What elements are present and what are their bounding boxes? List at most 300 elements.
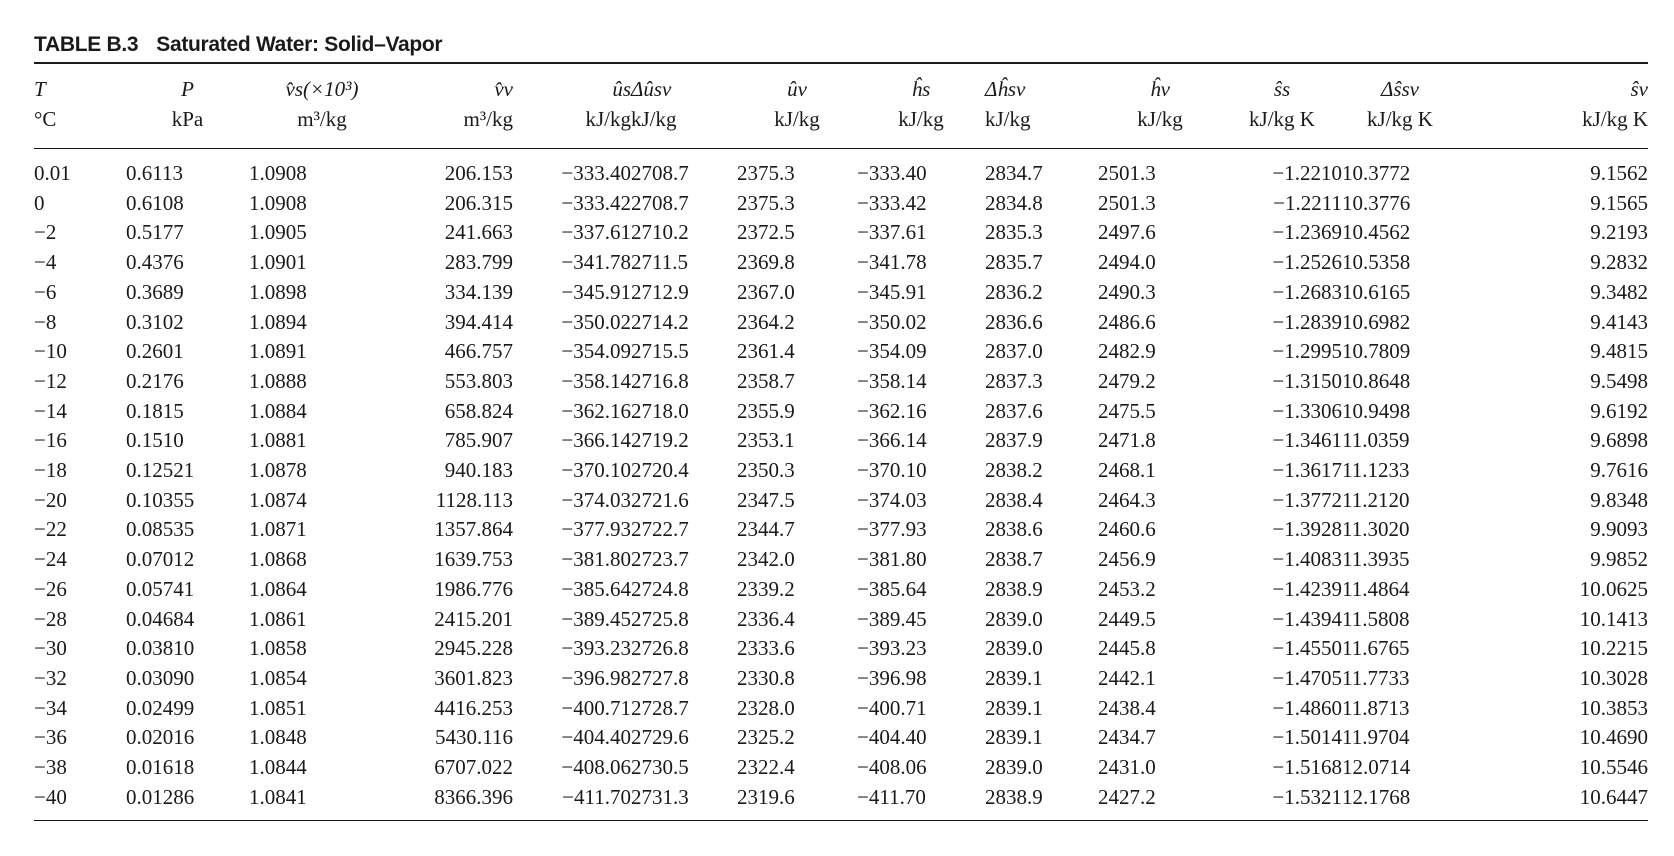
column-header [126,64,249,148]
table-cell: −1.5168 [1272,755,1342,780]
table-cell: 0.3689 [126,279,184,304]
table-cell: −337.61 [561,220,631,245]
column-unit: kJ/kg K [1582,107,1648,131]
table-cell: 10.0625 [1579,576,1648,601]
table-cell: −337.61 [857,220,927,245]
table-cell: 394.414 [444,309,513,334]
table-cell: 10.3776 [1342,190,1411,215]
table-cell: 2361.4 [737,339,795,364]
table-cell: 2716.8 [631,368,689,393]
table-cell: 9.9093 [1590,517,1648,542]
table-cell: −22 [34,517,67,542]
table-cell: 2344.7 [737,517,795,542]
table-cell: 12.0714 [1342,755,1411,780]
table-cell: 6707.022 [434,755,513,780]
table-cell: 2834.8 [985,190,1043,215]
table-cell: −14 [34,398,67,423]
table-cell: 10.1413 [1579,606,1648,631]
column-unit: kJ/kg [1137,107,1183,131]
table-cell: 11.4864 [1342,576,1410,601]
table-cell: −2 [34,220,57,245]
table-cell: 9.2832 [1590,250,1648,275]
table-cell: 1.0881 [249,428,307,453]
table-cell: 2837.3 [985,368,1043,393]
table-cell: 1.0894 [249,309,307,334]
table-title: Saturated Water: Solid–Vapor [156,33,443,56]
table-row [34,337,1648,367]
table-row [34,308,1648,338]
table-cell: 2322.4 [737,755,795,780]
table-cell: 1.0841 [249,784,307,809]
table-cell: 2835.7 [985,250,1043,275]
table-cell: 334.139 [444,279,513,304]
column-symbol: Δĥsv [985,77,1026,101]
table-cell: −358.14 [561,368,631,393]
table-cell: 2724.8 [631,576,689,601]
table-cell: 2838.7 [985,547,1043,572]
table-cell: −370.10 [857,458,927,483]
table-cell: −354.09 [561,339,631,364]
table-cell: 2708.7 [631,190,689,215]
table-cell: 8366.396 [434,784,513,809]
table-cell: −362.16 [561,398,631,423]
table-cell: −385.64 [857,576,927,601]
table-cell: 11.7733 [1342,665,1410,690]
table-cell: 1.0908 [249,190,307,215]
table-cell: 2838.9 [985,784,1043,809]
column-symbol: v̂s(×10³) [285,77,359,101]
table-cell: −1.3150 [1272,368,1342,393]
table-cell: 2471.8 [1098,428,1156,453]
table-cell: −400.71 [561,695,631,720]
table-cell: 2718.0 [631,398,689,423]
table-cell: −370.10 [561,458,631,483]
table-cell: 9.8348 [1590,487,1648,512]
table-cell: 2364.2 [737,309,795,334]
table-cell: −1.2210 [1272,161,1342,185]
table-cell: 10.4562 [1342,220,1411,245]
table-row [34,783,1648,813]
table-label: TABLE B.3 [34,33,139,56]
table-cell: −393.23 [561,636,631,661]
table-cell: 1.0868 [249,547,307,572]
table-cell: 0.03090 [126,665,195,690]
table-cell: 2494.0 [1098,250,1156,275]
table-cell: 2722.7 [631,517,689,542]
table-cell: −1.3617 [1272,458,1342,483]
table-cell: 4416.253 [434,695,513,720]
table-cell: 2837.0 [985,339,1043,364]
table-cell: 785.907 [444,428,513,453]
table-cell: 10.9498 [1342,398,1411,423]
table-cell: 2445.8 [1098,636,1156,661]
table-cell: 1.0901 [249,250,307,275]
table-row [34,605,1648,635]
table-cell: −1.5321 [1272,784,1342,809]
table-cell: −350.02 [857,309,927,334]
table-row [34,515,1648,545]
table-cell: 2721.6 [631,487,689,512]
table-cell: −1.3772 [1272,487,1342,512]
table-cell: 0.05741 [126,576,195,601]
table-cell: 2434.7 [1098,725,1156,750]
table-cell: 2342.0 [737,547,795,572]
table-cell: 0.1510 [126,428,184,453]
table-cell: −10 [34,339,67,364]
table-row [34,189,1648,219]
table-cell: −411.70 [857,784,926,809]
table-cell: −354.09 [857,339,927,364]
table-cell: −8 [34,309,57,334]
table-cell: 1.0874 [249,487,307,512]
table-cell: 2838.2 [985,458,1043,483]
table-cell: 553.803 [444,368,513,393]
column-header [513,64,631,148]
column-unit: m³/kg [463,107,513,131]
table-cell: −38 [34,755,67,780]
column-header [985,64,1098,148]
bottom-rule [34,820,1648,821]
table-cell: 1.0848 [249,725,307,750]
table-page [34,30,1648,821]
table-cell: −411.70 [562,784,631,809]
table-cell: 0.03810 [126,636,195,661]
column-unit: kJ/kg [985,107,1031,131]
table-cell: 2839.1 [985,725,1043,750]
table-cell: −1.3461 [1272,428,1342,453]
column-header [631,64,737,148]
table-cell: 2350.3 [737,458,795,483]
table-cell: 2838.9 [985,576,1043,601]
table-cell: −28 [34,606,67,631]
table-cell: 1.0908 [249,161,307,185]
table-cell: −1.4705 [1272,665,1342,690]
table-cell: 2347.5 [737,487,795,512]
table-cell: −366.14 [857,428,927,453]
table-cell: 2727.8 [631,665,689,690]
table-cell: −1.4394 [1272,606,1342,631]
table-cell: −404.40 [561,725,631,750]
table-cell: 0.1815 [126,398,184,423]
table-cell: 0.01286 [126,784,195,809]
column-symbol: ŝv [1630,77,1648,101]
column-header [34,64,126,148]
table-cell: −345.91 [857,279,927,304]
table-cell: 2339.2 [737,576,795,601]
table-cell: 11.2120 [1342,487,1410,512]
table-cell: 2372.5 [737,220,795,245]
table-body [34,149,1648,812]
table-cell: −24 [34,547,67,572]
table-cell: 2353.1 [737,428,795,453]
table-cell: 2839.1 [985,665,1043,690]
table-cell: 241.663 [444,220,513,245]
table-cell: 9.3482 [1590,279,1648,304]
table-cell: 2835.3 [985,220,1043,245]
table-cell: −1.4860 [1272,695,1342,720]
table-cell: 2358.7 [737,368,795,393]
table-cell: 940.183 [444,458,513,483]
table-cell: −1.4239 [1272,576,1342,601]
table-cell: 9.6192 [1590,398,1648,423]
table-cell: −18 [34,458,67,483]
table-cell: 1357.864 [434,517,513,542]
table-cell: −366.14 [561,428,631,453]
table-row [34,664,1648,694]
table-row [34,634,1648,664]
table-cell: 658.824 [444,398,513,423]
table-cell: −381.80 [857,547,927,572]
table-caption [34,30,1648,60]
table-row [34,367,1648,397]
table-cell: 0.02016 [126,725,195,750]
table-row [34,723,1648,753]
table-cell: −1.2839 [1272,309,1342,334]
column-unit: kJ/kg K [1367,107,1433,131]
table-cell: 2712.9 [631,279,689,304]
column-header [1342,64,1458,148]
table-cell: 0.6108 [126,190,184,215]
column-symbol: v̂v [494,77,513,101]
table-cell: 11.5808 [1342,606,1410,631]
table-cell: −26 [34,576,67,601]
column-unit: kJ/kg [774,107,820,131]
table-cell: 2501.3 [1098,161,1156,185]
table-cell: 11.8713 [1342,695,1410,720]
table-cell: −350.02 [561,309,631,334]
table-cell: 2482.9 [1098,339,1156,364]
table-cell: 1.0884 [249,398,307,423]
table-cell: −1.2211 [1273,190,1342,215]
table-cell: −1.4550 [1272,636,1342,661]
table-cell: 2453.2 [1098,576,1156,601]
table-cell: 2336.4 [737,606,795,631]
table-cell: 2838.4 [985,487,1043,512]
table-cell: 9.5498 [1590,368,1648,393]
table-cell: 1.0851 [249,695,307,720]
table-cell: −40 [34,784,67,809]
table-cell: 1.0844 [249,755,307,780]
column-unit: kJ/kg K [1249,107,1315,131]
table-cell: −30 [34,636,67,661]
table-cell: 11.3020 [1342,517,1410,542]
table-cell: 10.3853 [1579,695,1648,720]
table-cell: 1.0891 [249,339,307,364]
column-symbol: Δûsv [631,77,672,101]
table-cell: 0.07012 [126,547,195,572]
table-cell: 9.9852 [1590,547,1648,572]
column-unit: kJ/kg [585,107,631,131]
table-cell: 11.9704 [1342,725,1410,750]
table-row [34,545,1648,575]
table-cell: −1.2526 [1272,250,1342,275]
table-row [34,149,1648,189]
table-cell: 2719.2 [631,428,689,453]
table-cell: −374.03 [857,487,927,512]
table-cell: 10.5358 [1342,250,1411,275]
table-cell: 1.0864 [249,576,307,601]
table-cell: −34 [34,695,67,720]
table-cell: −1.3928 [1272,517,1342,542]
table-cell: 11.6765 [1342,636,1410,661]
table-cell: 10.3028 [1579,665,1648,690]
table-cell: 206.153 [444,161,513,185]
table-cell: 0 [34,190,45,215]
table-cell: 2837.6 [985,398,1043,423]
column-symbol: Δŝsv [1381,77,1419,101]
table-cell: 2497.6 [1098,220,1156,245]
table-cell: −1.4083 [1272,547,1342,572]
table-cell: 0.2601 [126,339,184,364]
table-cell: 0.6113 [126,161,183,185]
table-cell: 1.0861 [249,606,307,631]
table-cell: −358.14 [857,368,927,393]
table-cell: 9.7616 [1590,458,1648,483]
table-cell: 2427.2 [1098,784,1156,809]
column-header [737,64,857,148]
table-cell: 9.1565 [1590,190,1648,215]
table-cell: 10.6447 [1579,784,1648,809]
table-cell: −408.06 [857,755,927,780]
table-cell: −1.2683 [1272,279,1342,304]
table-cell: 2319.6 [737,784,795,809]
table-cell: −389.45 [857,606,927,631]
table-cell: 2475.5 [1098,398,1156,423]
table-cell: −333.42 [561,190,631,215]
table-cell: 2839.0 [985,636,1043,661]
table-cell: −36 [34,725,67,750]
table-cell: 0.5177 [126,220,184,245]
table-cell: −404.40 [857,725,927,750]
table-cell: 9.1562 [1590,161,1648,185]
table-cell: 2460.6 [1098,517,1156,542]
table-cell: 2369.8 [737,250,795,275]
column-header [1458,64,1648,148]
table-cell: 2836.6 [985,309,1043,334]
table-cell: 9.4815 [1590,339,1648,364]
table-cell: 2725.8 [631,606,689,631]
table-cell: −12 [34,368,67,393]
table-cell: 2726.8 [631,636,689,661]
table-cell: 10.3772 [1342,161,1411,185]
table-cell: 2330.8 [737,665,795,690]
table-cell: 2837.9 [985,428,1043,453]
table-row [34,456,1648,486]
table-cell: 3601.823 [434,665,513,690]
table-cell: 1.0905 [249,220,307,245]
column-header [249,64,395,148]
table-cell: 2720.4 [631,458,689,483]
table-cell: 2325.2 [737,725,795,750]
column-symbol: ĥs [911,77,931,101]
table-cell: 2838.6 [985,517,1043,542]
table-cell: 2730.5 [631,755,689,780]
table-cell: 1.0858 [249,636,307,661]
table-cell: 2723.7 [631,547,689,572]
table-cell: 9.4143 [1590,309,1648,334]
table-row [34,486,1648,516]
table-cell: 0.01618 [126,755,195,780]
column-header [1098,64,1222,148]
table-cell: 1.0898 [249,279,307,304]
table-cell: 2415.201 [434,606,513,631]
table-cell: −377.93 [857,517,927,542]
table-cell: −1.2995 [1272,339,1342,364]
table-cell: 1639.753 [434,547,513,572]
column-header [1222,64,1342,148]
table-row [34,397,1648,427]
table-cell: 2501.3 [1098,190,1156,215]
table-cell: 2731.3 [631,784,689,809]
table-cell: 10.8648 [1342,368,1411,393]
table-cell: 2490.3 [1098,279,1156,304]
table-cell: −381.80 [561,547,631,572]
column-unit: m³/kg [297,107,347,131]
table-cell: 2834.7 [985,161,1043,185]
table-cell: 0.01 [34,161,71,185]
column-symbol: ŝs [1273,77,1291,101]
table-cell: 10.6982 [1342,309,1411,334]
table-cell: 206.315 [444,190,513,215]
table-cell: −333.42 [857,190,927,215]
table-cell: 2715.5 [631,339,689,364]
table-cell: 10.6165 [1342,279,1411,304]
table-row [34,248,1648,278]
table-cell: 2714.2 [631,309,689,334]
table-cell: 1.0888 [249,368,307,393]
table-cell: −408.06 [561,755,631,780]
table-cell: 9.6898 [1590,428,1648,453]
table-cell: 10.4690 [1579,725,1648,750]
table-row [34,278,1648,308]
table-cell: −396.98 [561,665,631,690]
table-cell: −393.23 [857,636,927,661]
table-cell: 2839.0 [985,606,1043,631]
table-cell: −400.71 [857,695,927,720]
table-cell: 0.04684 [126,606,195,631]
column-unit: °C [34,107,57,131]
table-cell: 2710.2 [631,220,689,245]
table-cell: 2839.1 [985,695,1043,720]
column-unit: kJ/kg [898,107,944,131]
table-cell: 2945.228 [434,636,513,661]
saturated-water-table [34,64,1648,812]
table-cell: 11.3935 [1342,547,1410,572]
column-header [395,64,513,148]
table-cell: −16 [34,428,67,453]
table-cell: −4 [34,250,57,275]
table-row [34,575,1648,605]
table-cell: 2328.0 [737,695,795,720]
table-cell: 0.08535 [126,517,195,542]
table-cell: −341.78 [857,250,927,275]
table-cell: 2839.0 [985,755,1043,780]
table-cell: 2375.3 [737,161,795,185]
table-cell: 0.12521 [126,458,195,483]
table-cell: 2456.9 [1098,547,1156,572]
column-symbol: ûv [787,77,807,101]
table-cell: 10.5546 [1579,755,1648,780]
table-cell: 2367.0 [737,279,795,304]
table-cell: −389.45 [561,606,631,631]
table-cell: 2479.2 [1098,368,1156,393]
table-cell: 2355.9 [737,398,795,423]
table-cell: 2729.6 [631,725,689,750]
table-cell: 2836.2 [985,279,1043,304]
table-cell: −385.64 [561,576,631,601]
table-cell: 0.3102 [126,309,184,334]
table-cell: 2711.5 [631,250,688,275]
